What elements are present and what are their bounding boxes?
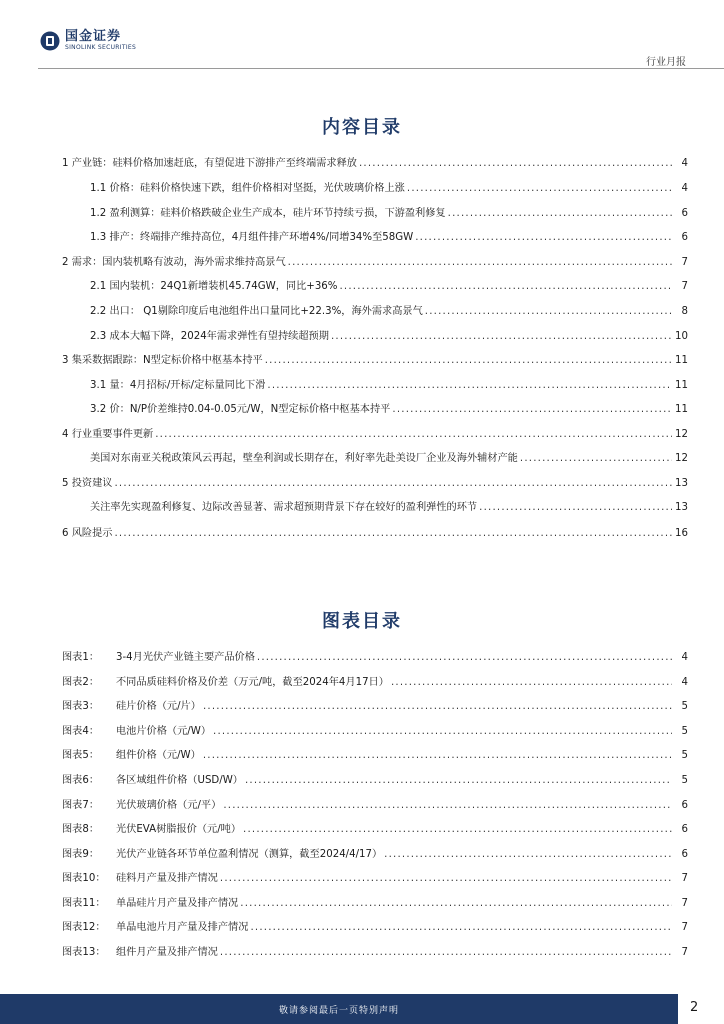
toc-entry-text: 3 集采数据跟踪：N型定标价格中枢基本持平 [62,355,263,366]
toc-leader-dots [407,182,672,196]
toc-entry[interactable] [62,157,688,171]
page-number: 2 [690,1000,699,1015]
logo-en-text: SINOLINK SECURITIES [65,44,137,51]
toc-entry-text: 1.3 排产：终端排产维持高位，4月组件排产环增4%/同增34%至58GW [90,232,414,243]
figure-entry-label: 图表13： [62,947,106,958]
toc-entry-text: 1.1 价格：硅料价格快速下跌，组件价格相对坚挺，光伏玻璃价格上涨 [90,183,405,194]
toc-leader-dots [267,379,672,393]
header-divider [38,68,724,69]
figure-entry-label: 图表8： [62,824,100,835]
figure-leader-dots [245,774,672,788]
figure-entry-label: 图表6： [62,775,100,786]
figure-entry-page: 5 [681,750,688,761]
toc-entry-text: 3.1 量：4月招标/开标/定标量同比下滑 [90,380,266,391]
page-header [0,0,724,70]
toc-leader-dots [339,280,672,294]
figure-entry-label: 图表5： [62,750,100,761]
figure-leader-dots [213,725,672,739]
figure-entry-page: 5 [681,726,688,737]
toc-entry-text: 6 风险提示 [62,528,113,539]
toc-entry-page: 12 [675,453,688,464]
toc-entry-text: 2.1 国内装机：24Q1新增装机45.74GW，同比+36% [90,281,338,292]
figure-entry[interactable] [62,823,688,837]
figure-entry-label: 图表3： [62,701,100,712]
toc-entry-text: 2.2 出口： Q1剔除印度后电池组件出口量同比+22.3%，海外需求高景气 [90,306,423,317]
toc-entry[interactable] [90,379,688,393]
toc-entry-text: 关注率先实现盈利修复、边际改善显著、需求超预期背景下存在较好的盈利弹性的环节 [90,502,478,513]
figure-leader-dots [257,651,672,665]
sinolink-logo-icon [40,31,60,51]
toc-entry-page: 4 [681,183,688,194]
figure-entry-label: 图表4： [62,726,100,737]
toc-entry-page: 13 [675,478,688,489]
toc-leader-dots [114,477,672,491]
toc-entry-text: 2.3 成本大幅下降，2024年需求弹性有望持续超预期 [90,331,329,342]
figure-entry-text: 光伏玻璃价格（元/平） [116,800,222,811]
toc-leader-dots [415,231,672,245]
figure-entry-label: 图表2： [62,677,100,688]
toc-leader-dots [392,403,672,417]
sinolink-logo [40,30,136,52]
toc-leader-dots [479,501,672,515]
toc-entry[interactable] [90,280,688,294]
toc-entry[interactable] [90,501,688,515]
toc-leader-dots [114,527,672,541]
figure-entry-page: 7 [681,922,688,933]
toc-entry[interactable] [90,231,688,245]
toc-leader-dots [448,207,672,221]
figure-entry[interactable] [62,897,688,911]
figure-entry-page: 4 [681,677,688,688]
toc-entry-text: 4 行业重要事件更新 [62,429,154,440]
toc-leader-dots [520,452,672,466]
figure-entry[interactable] [62,921,688,935]
toc-entry[interactable] [62,428,688,442]
toc-entry-page: 6 [681,208,688,219]
figure-entry-text: 组件价格（元/W） [116,750,201,761]
figure-leader-dots [220,872,672,886]
toc-entry-page: 8 [681,306,688,317]
page-footer [0,994,724,1024]
figure-leader-dots [391,676,672,690]
toc-entry[interactable] [62,354,688,368]
figure-entry-label: 图表11： [62,898,106,909]
figure-entry-text: 不同品质硅料价格及价差（万元/吨，截至2024年4月17日） [116,677,389,688]
figure-entry-page: 7 [681,873,688,884]
figure-entry-label: 图表9： [62,849,100,860]
figure-leader-dots [203,749,672,763]
toc-entry-page: 7 [681,281,688,292]
figure-entry-text: 单晶硅片月产量及排产情况 [116,898,239,909]
toc-entry[interactable] [90,305,688,319]
figure-leader-dots [203,700,672,714]
toc-entry-text: 1 产业链：硅料价格加速赶底，有望促进下游排产至终端需求释放 [62,158,357,169]
figure-entry[interactable] [62,848,688,862]
figure-leader-dots [250,921,672,935]
toc-entry[interactable] [62,256,688,270]
toc-leader-dots [425,305,672,319]
figure-entry-label: 图表1： [62,652,100,663]
figure-entry-page: 4 [681,652,688,663]
figure-entry-label: 图表7： [62,800,100,811]
toc-entry-text: 美国对东南亚关税政策风云再起，壁垒利润或长期存在，利好率先赴美设厂企业及海外辅材产能 [90,453,518,464]
figure-entry[interactable] [62,946,688,960]
toc-entry[interactable] [62,527,688,541]
toc-entry-text: 1.2 盈利测算：硅料价格跌破企业生产成本，硅片环节持续亏损，下游盈利修复 [90,208,446,219]
figure-entry-label: 图表12： [62,922,106,933]
figure-entry-page: 7 [681,898,688,909]
figure-entry-text: 单晶电池片月产量及排产情况 [116,922,249,933]
figure-entry-text: 光伏EVA树脂报价（元/吨） [116,824,242,835]
toc-title: 内容目录 [322,117,402,138]
toc-entry-page: 11 [675,404,688,415]
toc-entry-page: 16 [675,528,688,539]
figure-entry-label: 图表10： [62,873,106,884]
figure-entry-text: 光伏产业链各环节单位盈利情况（测算，截至2024/4/17） [116,849,383,860]
figure-leader-dots [223,799,672,813]
toc-entry-page: 10 [675,331,688,342]
toc-entry-page: 12 [675,429,688,440]
figure-entry-page: 5 [681,701,688,712]
figure-entry[interactable] [62,725,688,739]
figure-leader-dots [220,946,672,960]
figure-entry-text: 组件月产量及排产情况 [116,947,218,958]
toc-entry[interactable] [90,452,688,466]
toc-entry-page: 4 [681,158,688,169]
figure-leader-dots [243,823,672,837]
figures-title: 图表目录 [322,611,402,632]
toc-entry[interactable] [90,403,688,417]
figure-entry[interactable] [62,774,688,788]
toc-entry-page: 7 [681,257,688,268]
report-type: 行业月报 [646,57,686,68]
toc-entry-page: 13 [675,502,688,513]
figure-entry[interactable] [62,799,688,813]
toc-entry[interactable] [62,477,688,491]
figure-entry-text: 各区域组件价格（USD/W） [116,775,243,786]
toc-entry-text: 5 投资建议 [62,478,113,489]
figure-entry-text: 硅片价格（元/片） [116,701,201,712]
figure-entry-page: 6 [681,824,688,835]
toc-leader-dots [155,428,672,442]
figure-entry-text: 电池片价格（元/W） [116,726,212,737]
toc-entry-page: 11 [675,380,688,391]
toc-entry-text: 3.2 价：N/P价差维持0.04-0.05元/W，N型定标价格中枢基本持平 [90,404,391,415]
figure-entry-text: 3-4月光伏产业链主要产品价格 [116,652,255,663]
toc-entry[interactable] [90,207,688,221]
toc-entry-text: 2 需求：国内装机略有波动，海外需求维持高景气 [62,257,286,268]
figure-entry[interactable] [62,651,688,665]
toc-entry[interactable] [90,330,688,344]
figure-leader-dots [240,897,672,911]
figure-leader-dots [384,848,672,862]
toc-leader-dots [288,256,672,270]
figure-entry-page: 6 [681,849,688,860]
footer-disclaimer: 敬请参阅最后一页特别声明 [278,1006,399,1016]
toc-leader-dots [265,354,672,368]
figure-entry[interactable] [62,676,688,690]
figure-entry-page: 6 [681,800,688,811]
figure-entry[interactable] [62,700,688,714]
toc-leader-dots [331,330,672,344]
figure-entry-text: 硅料月产量及排产情况 [116,873,218,884]
figure-entry[interactable] [62,872,688,886]
toc-entry-page: 11 [675,355,688,366]
figure-entry-page: 7 [681,947,688,958]
toc-entry-page: 6 [681,232,688,243]
toc-leader-dots [359,157,672,171]
figure-entry-page: 5 [681,775,688,786]
logo-cn-text: 国金证券 [65,29,122,44]
figure-entry[interactable] [62,749,688,763]
toc-entry[interactable] [90,182,688,196]
